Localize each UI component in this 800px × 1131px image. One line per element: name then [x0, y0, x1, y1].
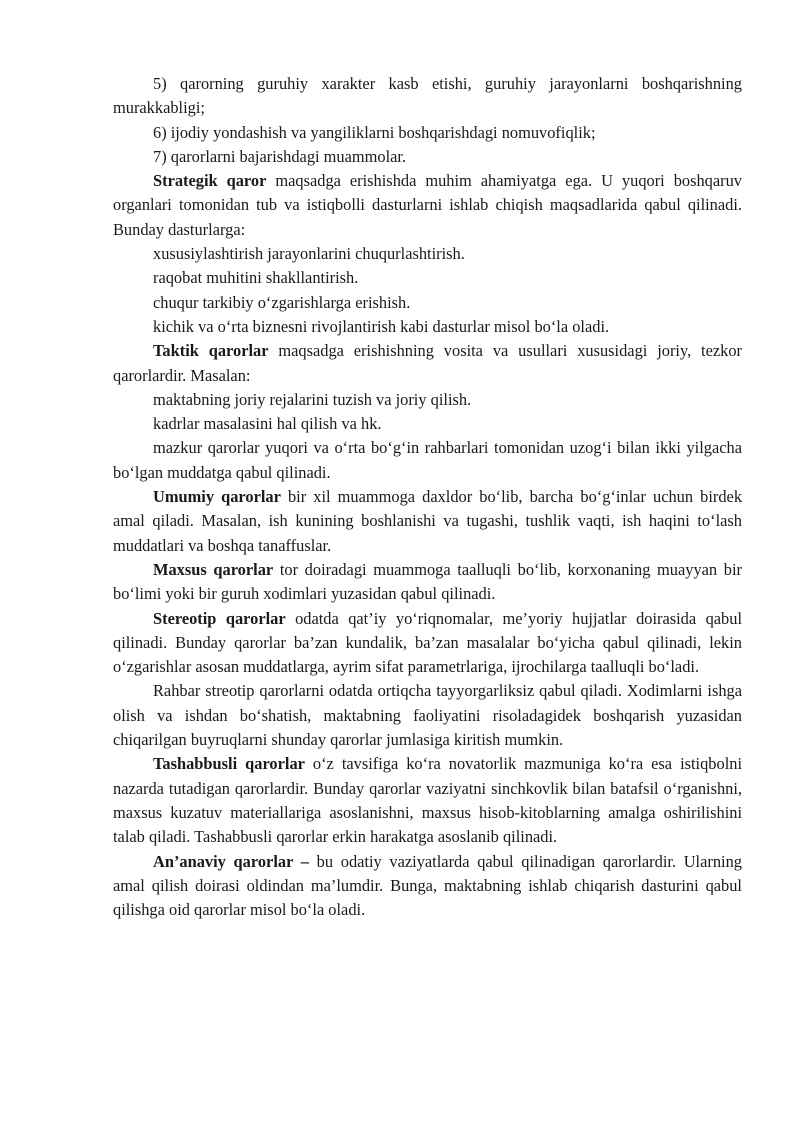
paragraph-text: Rahbar streotip qarorlarni odatda ortiqcha tayyorgarliksiz qabul qiladi. Xodimlarni ishga olish va ishdan bo‘shatish, maktabning faoliyatini risoladagidek boshqarish yuzasidan chiqarilgan buyruqlarni shunday qarorlar jumlasiga kiritish mumkin.: [113, 681, 742, 750]
paragraph: [113, 388, 742, 412]
paragraph-text: maqsadga erishishning vosita va usullari xususidagi joriy, tezkor qarorlardir. Masalan:: [113, 341, 743, 385]
paragraph: [113, 266, 742, 290]
paragraph: [113, 339, 742, 388]
term-heading: Tashabbusli qarorlar: [153, 754, 305, 774]
paragraph: [113, 412, 742, 436]
paragraph-text: mazkur qarorlar yuqori va o‘rta bo‘g‘in rahbarlari tomonidan uzog‘i bilan ikki yilgacha bo‘lgan muddatga qabul qilinadi.: [113, 438, 742, 482]
paragraph: [113, 315, 742, 339]
paragraph: [113, 169, 742, 242]
paragraph-text: 6) ijodiy yondashish va yangiliklarni boshqarishdagi nomuvofiqlik;: [153, 122, 596, 142]
paragraph-text: chuqur tarkibiy o‘zgarishlarga erishish.: [153, 292, 411, 312]
document-page: [113, 72, 742, 922]
paragraph-text: maqsadga erishishda muhim ahamiyatga ega. U yuqori boshqaruv organlari tomonidan tub va istiqbolli dasturlarni ishlab chiqish maqsadlarida qabul qilinadi. Bunday dasturlarga:: [113, 171, 742, 239]
paragraph: [113, 752, 742, 849]
paragraph: [113, 436, 742, 485]
paragraph: [113, 850, 742, 923]
paragraph: [113, 558, 742, 607]
paragraph-text: kadrlar masalasini hal qilish va hk.: [153, 414, 382, 434]
paragraph-text: o‘z tavsifiga ko‘ra novatorlik mazmuniga ko‘ra esa istiqbolni nazarda tutadigan qarorlardir. Bunday qarorlar vaziyatni sinchkovlik bilan batafsil o‘rganishni, maxsus kuzatuv materiallariga asoslanishni, maxsus hisob-kitoblarning amalga oshirilishini talab qiladi. Tashabbusli qarorlar erkin harakatga asoslanib qilinadi.: [113, 754, 742, 847]
paragraph-text: 5) qarorning guruhiy xarakter kasb etishi, guruhiy jarayonlarni boshqarishning murakkabligi;: [113, 74, 742, 118]
paragraph: [113, 242, 742, 266]
term-heading: Strategik qaror: [153, 171, 267, 191]
paragraph: [113, 72, 742, 121]
paragraph-text: xususiylashtirish jarayonlarini chuqurlashtirish.: [153, 244, 465, 264]
term-heading: Taktik qarorlar: [153, 341, 269, 361]
paragraph-text: bu odatiy vaziyatlarda qabul qilinadigan qarorlardir. Ularning amal qilish doirasi oldindan ma’lumdir. Bunga, maktabning ishlab chiqarish dasturini qabul qilishga oid qarorlar misol bo‘la oladi.: [113, 851, 742, 920]
paragraph: [113, 679, 742, 752]
paragraph: [113, 485, 742, 558]
paragraph-text: odatda qat’iy yo‘riqnomalar, me’yoriy hujjatlar doirasida qabul qilinadi. Bunday qarorlar ba’zan kundalik, ba’zan masalalar bo‘yicha qabul qilinadi, lekin o‘zgarishlar asosan muddatlarga, ayrim sifat parametrlariga, ijrochilarga taalluqli bo‘ladi.: [113, 608, 743, 677]
paragraph: [113, 145, 742, 169]
paragraph-text: maktabning joriy rejalarini tuzish va joriy qilish.: [153, 389, 472, 409]
paragraph: [113, 121, 742, 145]
term-heading: An’anaviy qarorlar –: [153, 851, 309, 871]
term-heading: Maxsus qarorlar: [153, 559, 274, 579]
paragraph-text: 7) qarorlarni bajarishdagi muammolar.: [153, 146, 407, 166]
paragraph: [113, 291, 742, 315]
paragraph-text: kichik va o‘rta biznesni rivojlantirish kabi dasturlar misol bo‘la oladi.: [153, 316, 610, 336]
term-heading: Stereotip qarorlar: [153, 608, 286, 628]
term-heading: Umumiy qarorlar: [153, 487, 281, 507]
paragraph-text: tor doiradagi muammoga taalluqli bo‘lib, korxonaning muayyan bir bo‘limi yoki bir guruh xodimlari yuzasidan qabul qilinadi.: [113, 559, 742, 604]
paragraph-text: bir xil muammoga daxldor bo‘lib, barcha bo‘g‘inlar uchun birdek amal qiladi. Masalan, ish kunining boshlanishi va tugashi, tushlik vaqti, ish haqini to‘lash muddatlari va boshqa tanaffuslar.: [113, 487, 743, 555]
paragraph: [113, 607, 742, 680]
paragraph-text: raqobat muhitini shakllantirish.: [153, 268, 359, 288]
